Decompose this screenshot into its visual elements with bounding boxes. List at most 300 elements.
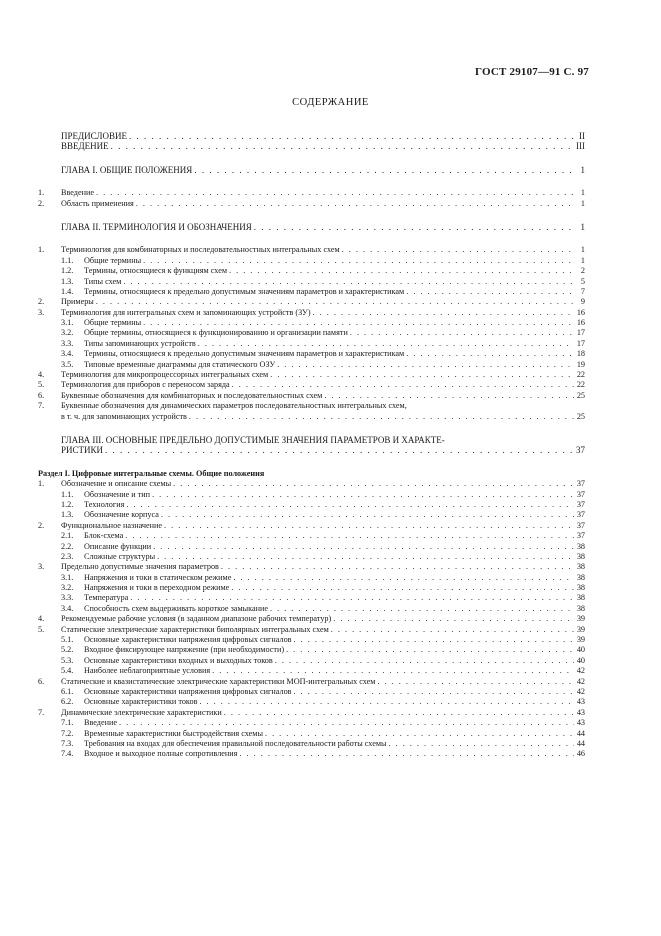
toc-dot-leader xyxy=(275,360,574,370)
toc-dot-leader xyxy=(151,542,574,552)
toc-dot-leader xyxy=(192,165,574,175)
toc-dot-leader xyxy=(222,708,574,718)
toc-entry-page: 16 xyxy=(576,318,585,328)
toc-entry-line xyxy=(84,542,585,552)
toc-entry-page: 37 xyxy=(576,520,585,530)
toc-entry[interactable] xyxy=(38,188,585,198)
toc-entry-number: 2. xyxy=(38,297,45,307)
toc-entry-title: ГЛАВА III. ОСНОВНЫЕ ПРЕДЕЛЬНО ДОПУСТИМЫЕ ЗНАЧЕНИЯ ПАРАМЕТРОВ И ХАРАКТЕ- xyxy=(61,434,445,445)
toc-entry[interactable] xyxy=(38,401,585,411)
toc-entry-page: 37 xyxy=(576,510,585,520)
toc-entry-page: 38 xyxy=(576,551,585,561)
toc-entry-title: в т. ч. для запоминающих устройств xyxy=(61,411,187,421)
toc-entry[interactable] xyxy=(38,445,585,455)
toc-entry-line xyxy=(61,308,585,318)
toc-entry-page: 5 xyxy=(580,276,585,286)
toc-entry-line xyxy=(84,266,585,276)
toc-entry-page: II xyxy=(579,131,585,141)
toc-entry-title: Напряжения и токи в статическом режиме xyxy=(84,572,232,582)
toc-entry[interactable] xyxy=(38,222,585,232)
toc-entry-title: Основные характеристики входных и выходных токов xyxy=(84,655,273,665)
toc-entry-number: 2. xyxy=(38,520,45,530)
toc-entry-page: 43 xyxy=(576,697,585,707)
toc-entry-title: ВВЕДЕНИЕ xyxy=(61,141,109,152)
toc-entry-line xyxy=(84,510,585,520)
toc-dot-leader xyxy=(231,573,574,583)
toc-entry-page: 39 xyxy=(576,635,585,645)
toc-entry-page: 42 xyxy=(576,666,585,676)
toc-entry-line xyxy=(61,165,585,175)
toc-entry-number: 3. xyxy=(38,307,45,317)
toc-entry-title: ГЛАВА II. ТЕРМИНОЛОГИЯ И ОБОЗНАЧЕНИЯ xyxy=(61,221,252,232)
toc-entry-page: 1 xyxy=(580,198,585,208)
toc-entry-title: Раздел I. Цифровые интегральные схемы. Общие положения xyxy=(38,468,265,478)
toc-entry[interactable] xyxy=(38,521,585,531)
toc-entry[interactable] xyxy=(38,469,585,479)
toc-entry-title: Введение xyxy=(84,718,118,728)
table-of-contents xyxy=(38,118,585,760)
toc-entry-page: 9 xyxy=(580,297,585,307)
toc-entry-page: 44 xyxy=(576,738,585,748)
toc-entry-line xyxy=(84,318,585,328)
toc-entry-page: 40 xyxy=(576,655,585,665)
toc-entry-title: Предельно допустимые значения параметров xyxy=(61,562,219,572)
toc-dot-leader xyxy=(123,531,574,541)
toc-entry-number: 1. xyxy=(38,188,45,198)
toc-entry[interactable] xyxy=(38,328,585,338)
page-title: СОДЕРЖАНИЕ xyxy=(292,97,369,108)
toc-entry-number: 6. xyxy=(38,390,45,400)
toc-entry-title: ГЛАВА I. ОБЩИЕ ПОЛОЖЕНИЯ xyxy=(61,164,193,175)
toc-entry-line xyxy=(61,401,585,411)
toc-entry-line xyxy=(61,199,585,209)
toc-spacer xyxy=(38,209,585,222)
toc-entry-number: 4. xyxy=(38,614,45,624)
toc-entry-line xyxy=(61,625,585,635)
toc-entry-number: 2.3. xyxy=(61,551,74,561)
toc-entry-line xyxy=(84,490,585,500)
toc-entry[interactable] xyxy=(38,339,585,349)
toc-dot-leader xyxy=(273,656,574,666)
toc-dot-leader xyxy=(171,479,574,489)
toc-dot-leader xyxy=(162,521,574,531)
toc-dot-leader xyxy=(127,131,574,141)
toc-entry-line xyxy=(84,360,585,370)
toc-entry-line xyxy=(84,656,585,666)
toc-entry[interactable] xyxy=(38,604,585,614)
toc-entry[interactable] xyxy=(38,687,585,697)
toc-entry[interactable] xyxy=(38,645,585,655)
toc-entry[interactable] xyxy=(38,697,585,707)
toc-entry-title: Статические электрические характеристики биполярных интегральных схем xyxy=(61,624,329,634)
toc-dot-leader xyxy=(134,199,574,209)
toc-entry-number: 7. xyxy=(38,401,45,411)
toc-entry-line xyxy=(84,697,585,707)
toc-entry-title: Термины, относящиеся к предельно допустимым значениям параметров и характеристикам xyxy=(84,349,405,359)
toc-entry-line xyxy=(61,222,585,232)
toc-dot-leader xyxy=(331,614,574,624)
toc-entry-title: Введение xyxy=(61,188,95,198)
toc-entry[interactable] xyxy=(38,360,585,370)
toc-entry[interactable] xyxy=(38,542,585,552)
toc-entry[interactable] xyxy=(38,500,585,510)
toc-entry-page: 37 xyxy=(576,489,585,499)
toc-entry-title: Основные характеристики токов xyxy=(84,697,198,707)
toc-entry[interactable] xyxy=(38,318,585,328)
toc-entry[interactable] xyxy=(38,739,585,749)
toc-entry-title: Наиболее неблагоприятные условия xyxy=(84,666,211,676)
toc-spacer xyxy=(38,152,585,165)
toc-entry-line xyxy=(84,552,585,562)
toc-entry-title: Типы схем xyxy=(84,276,122,286)
toc-entry-page: 42 xyxy=(576,676,585,686)
toc-entry-line xyxy=(61,188,585,198)
toc-entry-page: 7 xyxy=(580,286,585,296)
toc-entry-title: Типовые временные диаграммы для статического ОЗУ xyxy=(84,359,276,369)
toc-entry-page: 37 xyxy=(576,479,585,489)
toc-entry-title: Описание функции xyxy=(84,541,152,551)
toc-entry-title: Основные характеристики напряжения цифровых сигналов xyxy=(84,686,292,696)
toc-dot-leader xyxy=(237,749,574,759)
toc-entry-number: 5.2. xyxy=(61,645,74,655)
toc-dot-leader xyxy=(311,308,574,318)
toc-entry[interactable] xyxy=(38,583,585,593)
toc-dot-leader xyxy=(329,625,574,635)
toc-entry-line xyxy=(84,531,585,541)
toc-entry-number: 5.3. xyxy=(61,655,74,665)
toc-entry-page: 38 xyxy=(576,572,585,582)
toc-entry[interactable] xyxy=(38,718,585,728)
toc-entry-title: Общие термины, относящиеся к функционированию и организации памяти xyxy=(84,328,348,338)
toc-entry-title: Требования на входах для обеспечения правильной последовательности работы схемы xyxy=(84,738,387,748)
toc-entry-number: 7.3. xyxy=(61,738,74,748)
toc-entry-number: 1.3. xyxy=(61,276,74,286)
toc-dot-leader xyxy=(252,222,574,232)
toc-entry-page: 1 xyxy=(580,255,585,265)
toc-entry-line xyxy=(84,339,585,349)
document-reference: ГОСТ 29107—91 С. 97 xyxy=(475,66,589,78)
toc-dot-leader xyxy=(227,266,574,276)
toc-entry-number: 3.2. xyxy=(61,328,74,338)
toc-entry[interactable] xyxy=(38,141,585,151)
toc-entry[interactable] xyxy=(38,131,585,141)
toc-entry-line xyxy=(61,370,585,380)
toc-entry[interactable] xyxy=(38,287,585,297)
toc-entry-page: 17 xyxy=(576,338,585,348)
toc-entry-number: 6.2. xyxy=(61,697,74,707)
toc-entry[interactable] xyxy=(38,708,585,718)
toc-entry[interactable] xyxy=(38,490,585,500)
toc-dot-leader xyxy=(141,256,574,266)
toc-entry-title: РИСТИКИ xyxy=(61,445,104,456)
toc-entry-number: 3.3. xyxy=(61,593,74,603)
toc-entry-title: Напряжения и токи в переходном режиме xyxy=(84,583,230,593)
toc-entry-number: 4. xyxy=(38,370,45,380)
toc-dot-leader xyxy=(128,593,574,603)
toc-entry-page: 38 xyxy=(576,541,585,551)
toc-entry[interactable] xyxy=(38,552,585,562)
toc-entry[interactable] xyxy=(38,165,585,175)
toc-entry-number: 2. xyxy=(38,198,45,208)
toc-entry-page: 38 xyxy=(576,603,585,613)
toc-entry[interactable] xyxy=(38,308,585,318)
toc-entry-line xyxy=(61,677,585,687)
toc-entry-line xyxy=(61,380,585,390)
toc-dot-leader xyxy=(141,318,574,328)
toc-entry[interactable] xyxy=(38,199,585,209)
toc-dot-leader xyxy=(268,604,574,614)
toc-entry-page: 18 xyxy=(576,349,585,359)
toc-entry-title: Функциональное назначение xyxy=(61,520,163,530)
toc-spacer xyxy=(38,175,585,188)
toc-entry-title: Рекомендуемые рабочие условия (в заданном диапазоне рабочих температур) xyxy=(61,614,332,624)
toc-entry-title: Термины, относящиеся к функциям схем xyxy=(84,266,228,276)
toc-dot-leader xyxy=(155,552,574,562)
toc-entry-number: 7.1. xyxy=(61,718,74,728)
toc-entry[interactable] xyxy=(38,562,585,572)
toc-entry-line xyxy=(84,718,585,728)
toc-entry-page: 25 xyxy=(576,411,585,421)
toc-entry-line xyxy=(84,287,585,297)
toc-entry-number: 7. xyxy=(38,707,45,717)
toc-dot-leader xyxy=(103,445,574,455)
toc-dot-leader xyxy=(219,562,574,572)
toc-entry-title: Технология xyxy=(84,499,125,509)
toc-entry[interactable] xyxy=(38,349,585,359)
toc-entry-title: Общие термины xyxy=(84,318,142,328)
toc-entry-number: 5.4. xyxy=(61,666,74,676)
toc-entry-page: 2 xyxy=(580,266,585,276)
toc-entry-line xyxy=(61,521,585,531)
toc-dot-leader xyxy=(404,349,574,359)
toc-entry-line xyxy=(84,277,585,287)
toc-entry-number: 2.2. xyxy=(61,541,74,551)
toc-dot-leader xyxy=(292,687,574,697)
toc-entry[interactable] xyxy=(38,479,585,489)
toc-spacer xyxy=(38,118,585,131)
toc-dot-leader xyxy=(375,677,574,687)
toc-entry-line xyxy=(61,297,585,307)
toc-entry-line xyxy=(84,604,585,614)
toc-entry-title: ПРЕДИСЛОВИЕ xyxy=(61,131,128,141)
toc-entry-number: 3.3. xyxy=(61,338,74,348)
toc-entry-page: 16 xyxy=(576,307,585,317)
toc-dot-leader xyxy=(230,380,574,390)
toc-entry[interactable] xyxy=(38,412,585,422)
toc-entry-line xyxy=(84,749,585,759)
toc-entry-line xyxy=(61,245,585,255)
toc-entry-number: 1.2. xyxy=(61,266,74,276)
toc-entry-title: Входное фиксирующее напряжение (при необходимости) xyxy=(84,645,285,655)
toc-entry-number: 5. xyxy=(38,380,45,390)
toc-entry-page: 22 xyxy=(576,370,585,380)
toc-entry-line xyxy=(61,131,585,141)
toc-entry-page: 37 xyxy=(576,499,585,509)
toc-entry-line xyxy=(61,614,585,624)
toc-entry[interactable] xyxy=(38,573,585,583)
toc-entry-title: Основные характеристики напряжения цифровых сигналов xyxy=(84,635,292,645)
toc-entry-title: Способность схем выдерживать короткое замыкание xyxy=(84,603,269,613)
toc-dot-leader xyxy=(117,718,574,728)
toc-entry-number: 3.4. xyxy=(61,349,74,359)
toc-entry-number: 2.1. xyxy=(61,531,74,541)
toc-entry[interactable] xyxy=(38,593,585,603)
toc-entry-title: Блок-схема xyxy=(84,531,124,541)
toc-entry[interactable] xyxy=(38,277,585,287)
toc-dot-leader xyxy=(404,287,574,297)
toc-entry-line xyxy=(61,412,585,422)
toc-entry-title: Обозначение и тип xyxy=(84,489,151,499)
toc-entry[interactable] xyxy=(38,729,585,739)
toc-entry-title: Временные характеристики быстродействия схемы xyxy=(84,728,263,738)
toc-entry-title: Терминология для комбинаторных и последовательностных интегральных схем xyxy=(61,245,340,255)
toc-entry-number: 5. xyxy=(38,624,45,634)
toc-entry-title: Статические и квазистатические электрические характеристики МОП-интегральных схем xyxy=(61,676,376,686)
toc-spacer xyxy=(38,456,585,469)
toc-entry-line xyxy=(84,739,585,749)
toc-dot-leader xyxy=(94,188,574,198)
toc-entry-page: 25 xyxy=(576,390,585,400)
toc-entry[interactable] xyxy=(38,666,585,676)
toc-entry-page: 38 xyxy=(576,562,585,572)
toc-entry-number: 7.4. xyxy=(61,749,74,759)
toc-entry-line xyxy=(84,583,585,593)
toc-entry-line xyxy=(61,391,585,401)
toc-entry[interactable] xyxy=(38,510,585,520)
toc-entry-number: 5.1. xyxy=(61,635,74,645)
toc-entry-title: Температура xyxy=(84,593,129,603)
toc-entry-page: 38 xyxy=(576,583,585,593)
toc-entry-line xyxy=(84,593,585,603)
toc-entry[interactable] xyxy=(38,677,585,687)
toc-entry-page: 39 xyxy=(576,614,585,624)
toc-entry[interactable] xyxy=(38,635,585,645)
toc-dot-leader xyxy=(124,500,574,510)
toc-dot-leader xyxy=(159,510,574,520)
toc-dot-leader xyxy=(197,697,574,707)
toc-entry-line xyxy=(84,349,585,359)
toc-entry-number: 3.5. xyxy=(61,359,74,369)
toc-dot-leader xyxy=(340,245,574,255)
toc-entry-number: 7.2. xyxy=(61,728,74,738)
toc-entry-number: 1. xyxy=(38,479,45,489)
toc-entry-title: Динамические электрические характеристики xyxy=(61,707,222,717)
toc-entry-line xyxy=(84,256,585,266)
toc-entry-page: 1 xyxy=(580,164,585,175)
toc-entry-page: 40 xyxy=(576,645,585,655)
toc-entry-number: 1.2. xyxy=(61,499,74,509)
toc-dot-leader xyxy=(150,490,574,500)
toc-entry-title: Общие термины xyxy=(84,255,142,265)
toc-entry-title: Терминология для приборов с переносом заряда xyxy=(61,380,230,390)
toc-entry-number: 1.3. xyxy=(61,510,74,520)
toc-entry-page: 17 xyxy=(576,328,585,338)
toc-entry-page: 39 xyxy=(576,624,585,634)
toc-entry-number: 1. xyxy=(38,245,45,255)
toc-dot-leader xyxy=(348,328,574,338)
toc-dot-leader xyxy=(387,739,574,749)
toc-entry[interactable] xyxy=(38,749,585,759)
toc-entry-title: Термины, относящиеся к предельно допустимым значениям параметров и характеристикам xyxy=(84,286,405,296)
toc-entry-page: 1 xyxy=(580,245,585,255)
toc-entry[interactable] xyxy=(38,380,585,390)
toc-entry-number: 3.1. xyxy=(61,318,74,328)
toc-dot-leader xyxy=(292,635,574,645)
toc-entry-page: 37 xyxy=(576,531,585,541)
toc-entry-line xyxy=(84,635,585,645)
toc-entry-page: 44 xyxy=(576,728,585,738)
toc-entry-line xyxy=(61,708,585,718)
toc-entry-line xyxy=(61,562,585,572)
toc-entry-page: 43 xyxy=(576,707,585,717)
toc-spacer xyxy=(38,422,585,435)
toc-entry-page: 22 xyxy=(576,380,585,390)
toc-dot-leader xyxy=(94,297,574,307)
toc-entry-number: 3.1. xyxy=(61,572,74,582)
toc-entry[interactable] xyxy=(38,256,585,266)
toc-entry[interactable] xyxy=(38,370,585,380)
toc-entry-title: Обозначение и описание схемы xyxy=(61,479,172,489)
toc-entry-line xyxy=(61,479,585,489)
toc-dot-leader xyxy=(229,583,574,593)
toc-entry-number: 6. xyxy=(38,676,45,686)
toc-entry-title: Входное и выходное полные сопротивления xyxy=(84,749,238,759)
toc-dot-leader xyxy=(322,391,574,401)
toc-entry[interactable] xyxy=(38,531,585,541)
toc-entry-line xyxy=(61,141,585,151)
toc-dot-leader xyxy=(187,412,574,422)
toc-entry-line xyxy=(38,469,585,479)
toc-dot-leader xyxy=(196,339,574,349)
toc-entry[interactable] xyxy=(38,245,585,255)
toc-entry-number: 1.1. xyxy=(61,255,74,265)
toc-entry[interactable] xyxy=(38,614,585,624)
toc-entry[interactable] xyxy=(38,625,585,635)
toc-entry-number: 3.4. xyxy=(61,603,74,613)
toc-entry-page: 46 xyxy=(576,749,585,759)
toc-entry-title: Терминология для интегральных схем и запоминающих устройств (ЗУ) xyxy=(61,307,311,317)
toc-entry-line xyxy=(84,573,585,583)
toc-entry-number: 3.2. xyxy=(61,583,74,593)
toc-dot-leader xyxy=(210,666,574,676)
toc-entry-title: Примеры xyxy=(61,297,94,307)
toc-dot-leader xyxy=(268,370,574,380)
toc-entry-page: 1 xyxy=(580,221,585,232)
toc-entry-line xyxy=(61,445,585,455)
toc-entry[interactable] xyxy=(38,297,585,307)
toc-entry-page: 19 xyxy=(576,359,585,369)
toc-entry-title: Сложные структуры xyxy=(84,551,156,561)
toc-entry-line xyxy=(84,500,585,510)
toc-entry[interactable] xyxy=(38,435,585,445)
toc-entry[interactable] xyxy=(38,391,585,401)
toc-entry-title: Буквенные обозначения для комбинаторных и последовательностных схем xyxy=(61,390,323,400)
toc-entry[interactable] xyxy=(38,656,585,666)
toc-entry[interactable] xyxy=(38,266,585,276)
toc-entry-page: 43 xyxy=(576,718,585,728)
toc-entry-title: Обозначение корпуса xyxy=(84,510,159,520)
toc-entry-page: III xyxy=(576,141,585,152)
toc-entry-number: 1.1. xyxy=(61,489,74,499)
toc-entry-line xyxy=(84,666,585,676)
toc-entry-line xyxy=(84,729,585,739)
toc-entry-number: 6.1. xyxy=(61,686,74,696)
toc-entry-title: Буквенные обозначения для динамических параметров последовательностных интегральных схем, xyxy=(61,401,407,411)
toc-entry-line xyxy=(61,435,585,445)
toc-dot-leader xyxy=(263,729,574,739)
toc-entry-page: 42 xyxy=(576,686,585,696)
toc-dot-leader xyxy=(284,645,574,655)
